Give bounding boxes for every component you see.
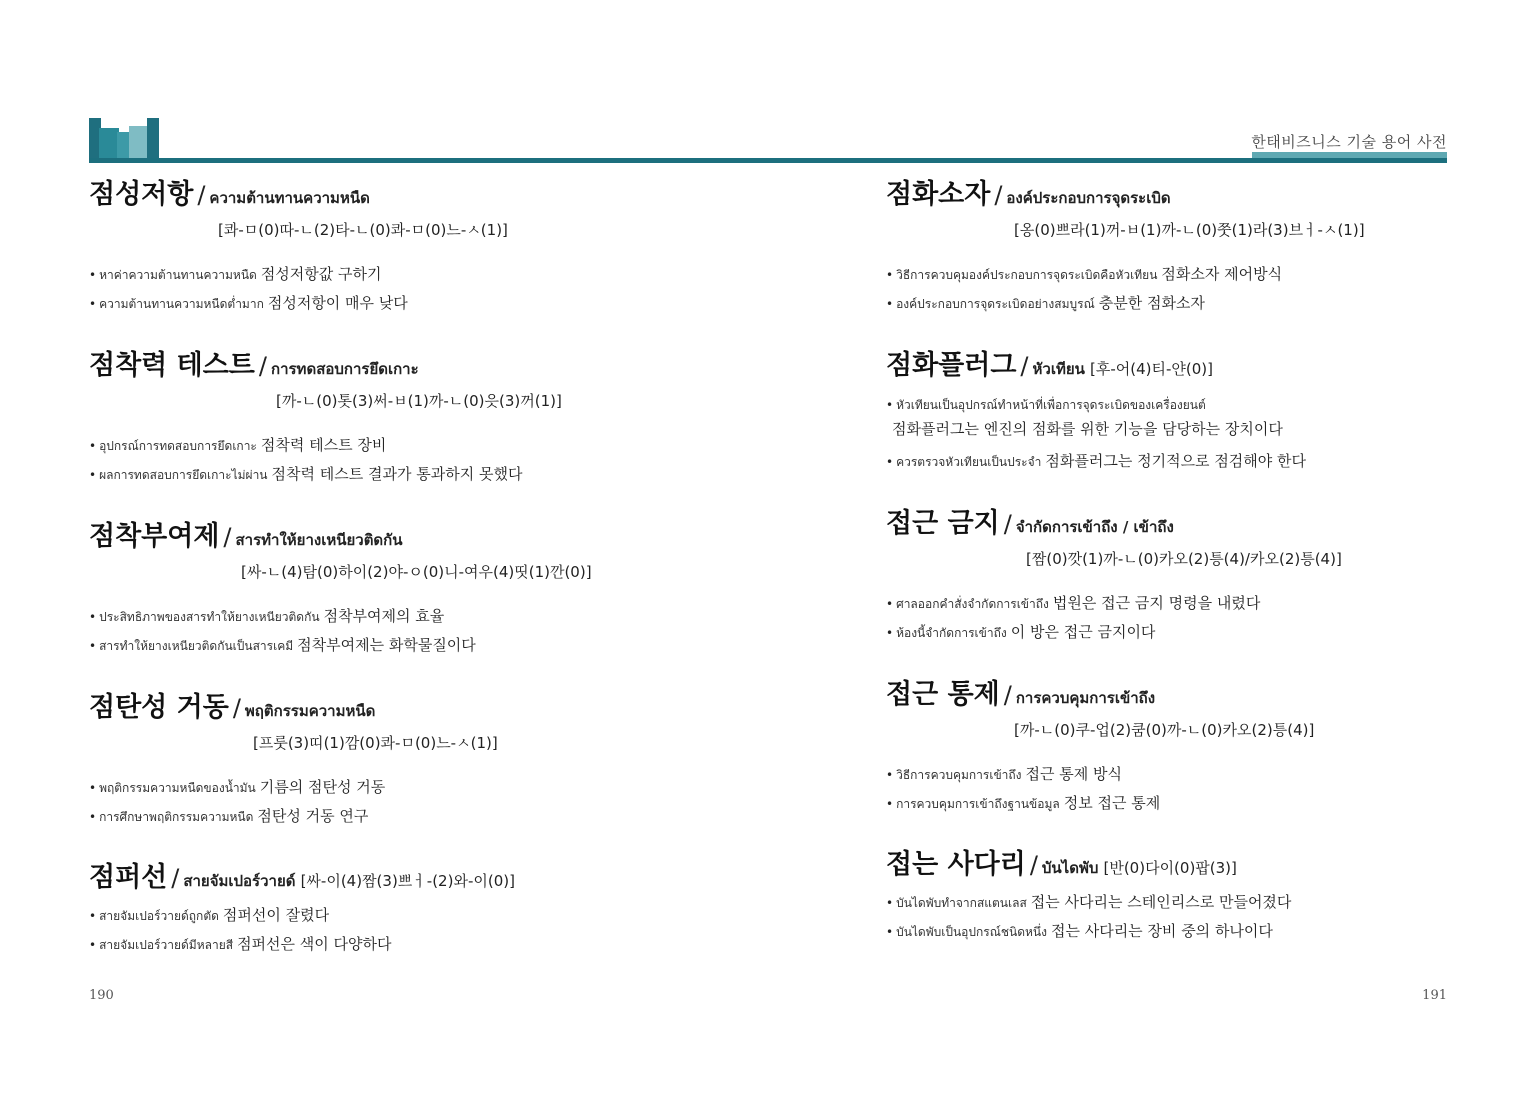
example-line [89,776,385,798]
bullet: • [886,597,894,611]
entry-pronunciation: [까-ㄴ(0)톳(3)써-ㅂ(1)까-ㄴ(0)읏(3)꺼(1)] [276,392,562,410]
example-thai: ห้องนี้จำกัดการเข้าถึง [896,626,1007,640]
bullet: • [886,398,894,412]
entry-slash: / [1020,352,1029,380]
entry-term: 점착부여제 [89,521,220,552]
entry-pronunciation: [후-어(4)티-얀(0)] [1089,360,1213,378]
example-line [89,292,408,314]
entry-thai: การควบคุมการเข้าถึง [1015,689,1156,707]
example-line [89,463,522,485]
dictionary-entry [89,346,729,483]
example-korean: 접는 사다리는 장비 중의 하나이다 [1050,922,1273,940]
entry-headline [89,858,729,901]
bullet: • [89,810,97,824]
example-thai: พฤติกรรมความหนืดของน้ำมัน [99,781,256,795]
example-korean: 충분한 점화소자 [1098,294,1205,312]
page-number-left: 190 [89,988,114,1003]
entry-thai: พฤติกรรมความหนืด [244,702,376,720]
bullet: • [89,439,97,453]
example-line [886,792,1160,814]
example-korean: 정보 접근 통제 [1063,794,1161,812]
entry-headline [89,688,729,731]
entry-slash: / [232,694,241,722]
example-line [886,920,1273,942]
entry-thai: หัวเทียน [1032,360,1085,378]
entry-term: 접는 사다리 [886,849,1026,880]
dictionary-entry [886,504,1526,641]
example-thai: หาค่าความต้านทานความหนืด [99,268,257,282]
entry-term: 점화소자 [886,179,991,210]
bullet: • [886,455,894,469]
example-line [886,292,1205,314]
example-line [89,904,329,926]
book-title: 한태비즈니스 기술 용어 사전 [1251,133,1447,151]
example-korean: 점성저항값 구하기 [260,265,382,283]
dictionary-entry [886,845,1526,940]
bullet: • [89,468,97,482]
example-thai: องค์ประกอบการจุดระเบิดอย่างสมบูรณ์ [896,297,1095,311]
bullet: • [886,297,894,311]
entry-pronunciation: [까-ㄴ(0)쿠-업(2)쿰(0)까-ㄴ(0)카오(2)틍(4)] [1014,721,1315,739]
example-line [89,263,382,285]
example-thai: ควรตรวจหัวเทียนเป็นประจำ [896,455,1042,469]
example-thai: การควบคุมการเข้าถึงฐานข้อมูล [896,797,1060,811]
example-thai: วิธีการควบคุมการเข้าถึง [896,768,1022,782]
entry-term: 점탄성 거동 [89,692,229,723]
dictionary-entry [886,346,1526,470]
entry-pronunciation: [반(0)다이(0)팝(3)] [1103,859,1237,877]
header-logo [89,118,159,162]
example-korean: 점화플러그는 정기적으로 점검해야 한다 [1045,452,1307,470]
example-korean: 기름의 점탄성 거동 [259,778,386,796]
entry-headline [886,504,1526,547]
entry-headline [89,175,729,218]
page-number-right: 191 [1422,988,1447,1003]
bullet: • [886,268,894,282]
entry-thai: สารทำให้ยางเหนียวติดกัน [235,531,403,549]
entry-thai: การทดสอบการยึดเกาะ [271,360,419,378]
entry-pronunciation: [옹(0)쁘라(1)꺼-ㅂ(1)까-ㄴ(0)쭛(1)라(3)브ㅓ-ㅅ(1)] [1014,221,1365,239]
entry-thai: ความต้านทานความหนืด [209,189,370,207]
entry-slash: / [223,523,232,551]
bullet: • [886,768,894,782]
example-line [89,434,386,456]
example-korean: 점퍼선이 잘렸다 [222,906,330,924]
example-korean: 점화소자 제어방식 [1161,265,1283,283]
example-line [886,891,1291,913]
logo-bar [129,126,149,162]
example-thai: วิธีการควบคุมองค์ประกอบการจุดระเบิดคือหัวเทียน [896,268,1158,282]
example-korean: 점퍼선은 색이 다양하다 [237,935,392,953]
example-korean: 점탄성 거동 연구 [257,807,369,825]
example-korean: 접는 사다리는 스테인리스로 만들어졌다 [1030,893,1292,911]
header-rule [89,158,1447,163]
example-line [886,763,1122,785]
entry-thai: บันไดพับ [1041,859,1099,877]
bullet: • [886,925,894,939]
example-korean: 점착부여제의 효율 [323,607,445,625]
entry-pronunciation: [짬(0)깟(1)까-ㄴ(0)카오(2)틍(4)/카오(2)틍(4)] [1026,550,1342,568]
bullet: • [89,938,97,952]
example-thai: บันไดพับทำจากสแตนเลส [896,896,1027,910]
entry-headline [89,346,729,389]
logo-bar [147,118,159,162]
dictionary-entry [89,517,729,654]
entry-term: 점착력 테스트 [89,350,255,381]
bullet: • [89,639,97,653]
example-thai: สายจัมเปอร์วายด์มีหลายสี [99,938,234,952]
entry-term: 점화플러그 [886,350,1017,381]
example-korean: 점착부여제는 화학물질이다 [297,636,476,654]
dictionary-entry [89,175,729,312]
bullet: • [89,297,97,311]
example-line [89,805,368,827]
example-line [89,634,476,656]
entry-pronunciation: [싸-이(4)짬(3)쁘ㅓ-(2)와-이(0)] [300,872,515,890]
entry-term: 점퍼선 [89,862,168,893]
example-thai: บันไดพับเป็นอุปกรณ์ชนิดหนึ่ง [896,925,1047,939]
example-korean: 접근 통제 방식 [1025,765,1123,783]
example-thai: อุปกรณ์การทดสอบการยึดเกาะ [99,439,257,453]
example-line [886,394,1206,415]
entry-term: 접근 통제 [886,679,1000,710]
entry-headline [886,346,1526,389]
entry-slash: / [994,181,1003,209]
example-line [89,605,444,627]
example-thai: หัวเทียนเป็นอุปกรณ์ทำหน้าที่เพื่อการจุดระเบิดของเครื่องยนต์ [896,398,1206,412]
bullet: • [886,896,894,910]
bullet: • [89,268,97,282]
entry-thai: จำกัดการเข้าถึง / เข้าถึง [1015,518,1174,536]
example-line [886,592,1260,614]
entry-headline [89,517,729,560]
example-thai: ผลการทดสอบการยึดเกาะไม่ผ่าน [99,468,268,482]
example-line [886,450,1306,472]
entry-slash: / [1003,510,1012,538]
example-thai: ศาลออกคำสั่งจำกัดการเข้าถึง [896,597,1049,611]
example-thai: สายจัมเปอร์วายด์ถูกตัด [99,909,219,923]
logo-bar [99,128,119,162]
example-thai: สารทำให้ยางเหนียวติดกันเป็นสารเคมี [99,639,294,653]
bullet: • [886,626,894,640]
dictionary-entry [89,858,729,953]
entry-pronunciation: [콰-ㅁ(0)따-ㄴ(2)타-ㄴ(0)콰-ㅁ(0)느-ㅅ(1)] [218,221,508,239]
entry-term: 접근 금지 [886,508,1000,539]
bullet: • [89,610,97,624]
example-thai: ประสิทธิภาพของสารทำให้ยางเหนียวติดกัน [99,610,320,624]
example-korean: 점착력 테스트 결과가 통과하지 못했다 [271,465,523,483]
entry-headline [886,845,1526,888]
example-thai: การศึกษาพฤติกรรมความหนืด [99,810,254,824]
example-line [886,621,1155,643]
entry-term: 점성저항 [89,179,194,210]
example-korean: 법원은 접근 금지 명령을 내렸다 [1052,594,1261,612]
example-korean: 점화플러그는 엔진의 점화를 위한 기능을 담당하는 장치이다 [892,420,1283,438]
dictionary-entry [886,675,1526,812]
entry-headline [886,175,1526,218]
example-korean: 점착력 테스트 장비 [260,436,387,454]
entry-slash: / [1003,681,1012,709]
entry-thai: สายจัมเปอร์วายด์ [183,872,296,890]
example-korean: 점성저항이 매우 낮다 [267,294,408,312]
entry-thai: องค์ประกอบการจุดระเบิด [1006,189,1171,207]
example-line-continued [892,418,1283,439]
bullet: • [89,909,97,923]
entry-slash: / [171,864,180,892]
entry-pronunciation: [프룻(3)띠(1)깜(0)콰-ㅁ(0)느-ㅅ(1)] [253,734,498,752]
example-line [89,933,392,955]
bullet: • [89,781,97,795]
entry-pronunciation: [싸-ㄴ(4)탐(0)하이(2)야-ㅇ(0)니-여우(4)띳(1)깐(0)] [241,563,592,581]
example-line [886,263,1282,285]
entry-slash: / [1029,851,1038,879]
dictionary-entry [89,688,729,825]
entry-headline [886,675,1526,718]
example-thai: ความต้านทานความหนืดต่ำมาก [99,297,264,311]
bullet: • [886,797,894,811]
entry-slash: / [197,181,206,209]
dictionary-entry [886,175,1526,312]
entry-slash: / [258,352,267,380]
example-korean: 이 방은 접근 금지이다 [1010,623,1156,641]
